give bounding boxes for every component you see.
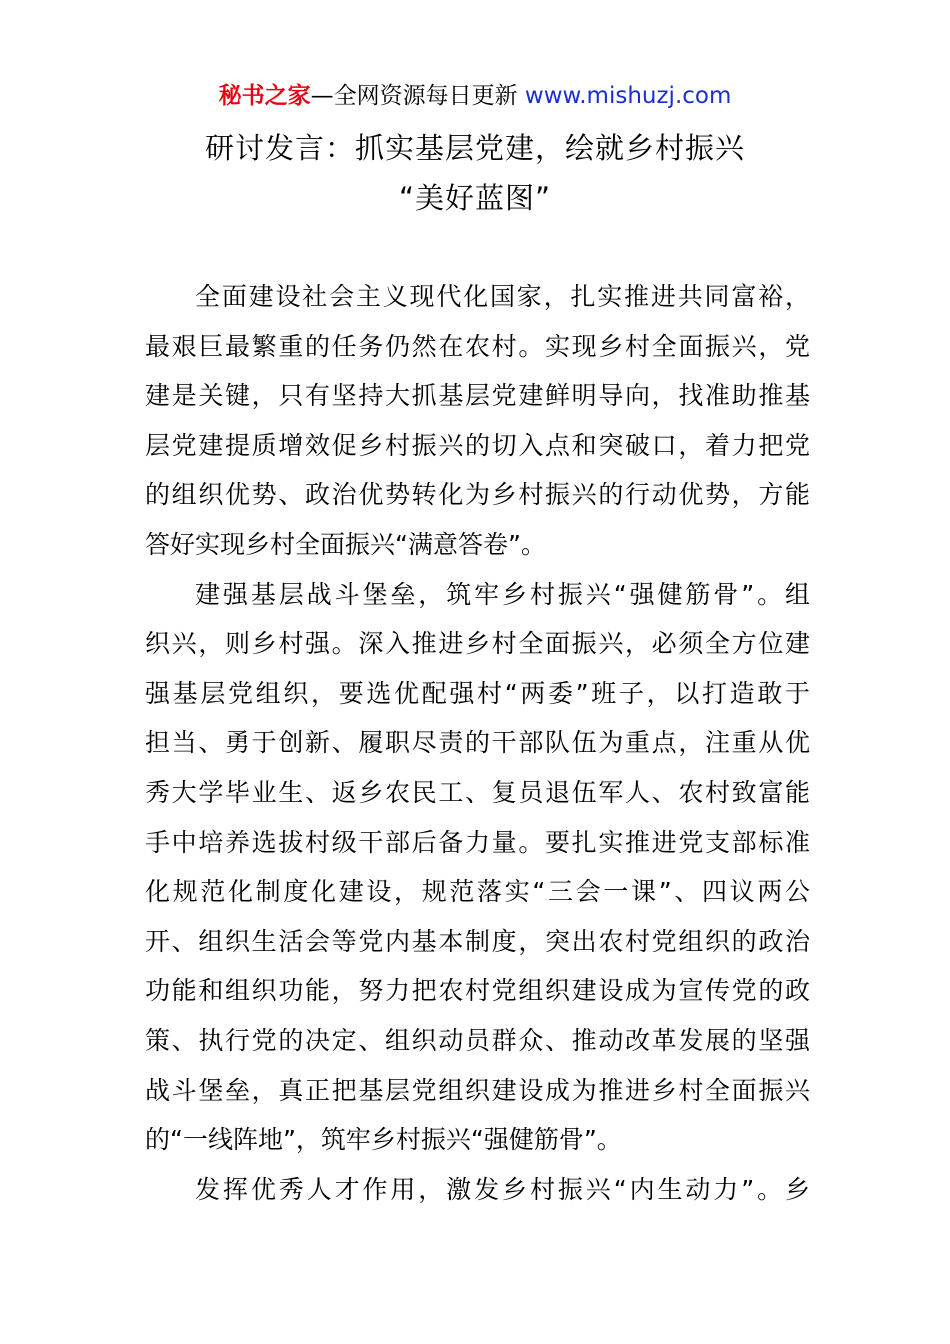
site-tagline: —全网资源每日更新 [310,83,525,109]
body-line: 策、执行党的决定、组织动员群众、推动改革发展的坚强 [145,1025,810,1055]
document-title-line-1: 研讨发言：抓实基层党建，绘就乡村振兴 [204,131,745,165]
site-header [0,80,950,112]
document-title-line-2: “美好蓝图” [398,181,552,215]
body-line: 功能和组织功能，努力把农村党组织建设成为宣传党的政 [145,976,810,1006]
body-line: 化规范化制度化建设，规范落实“三会一课”、四议两公 [145,877,810,907]
body-line: 发挥优秀人才作用，激发乡村振兴“内生动力”。乡 [195,1174,810,1204]
site-brand: 秘书之家 [218,83,311,109]
body-line: 全面建设社会主义现代化国家，扎实推进共同富裕， [195,282,810,311]
body-line: 织兴，则乡村强。深入推进乡村全面振兴，必须全方位建 [145,629,810,659]
body-line: 建是关键，只有坚持大抓基层党建鲜明导向，找准助推基 [145,381,810,411]
body-line: 担当、勇于创新、履职尽责的干部队伍为重点，注重从优 [145,728,810,758]
body-line: 层党建提质增效促乡村振兴的切入点和突破口，着力把党 [145,430,810,460]
body-line: 强基层党组织，要选优配强村“两委”班子，以打造敢于 [145,678,810,708]
body-line: 战斗堡垒，真正把基层党组织建设成为推进乡村全面振兴 [145,1075,810,1105]
body-line: 秀大学毕业生、返乡农民工、复员退伍军人、农村致富能 [145,777,810,807]
body-line: 开、组织生活会等党内基本制度，突出农村党组织的政治 [145,926,810,956]
site-url-link[interactable]: www.mishuzj.com [524,83,732,109]
body-line: 答好实现乡村全面振兴“满意答卷”。 [145,529,546,559]
document-body [145,272,810,1214]
body-line: 最艰巨最繁重的任务仍然在农村。实现乡村全面振兴，党 [145,331,810,361]
body-line: 手中培养选拔村级干部后备力量。要扎实推进党支部标准 [145,827,810,857]
body-line: 的组织优势、政治优势转化为乡村振兴的行动优势，方能 [145,480,810,510]
body-line: 的“一线阵地”，筑牢乡村振兴“强健筋骨”。 [145,1125,622,1155]
body-line: 建强基层战斗堡垒，筑牢乡村振兴“强健筋骨”。组 [195,579,810,609]
